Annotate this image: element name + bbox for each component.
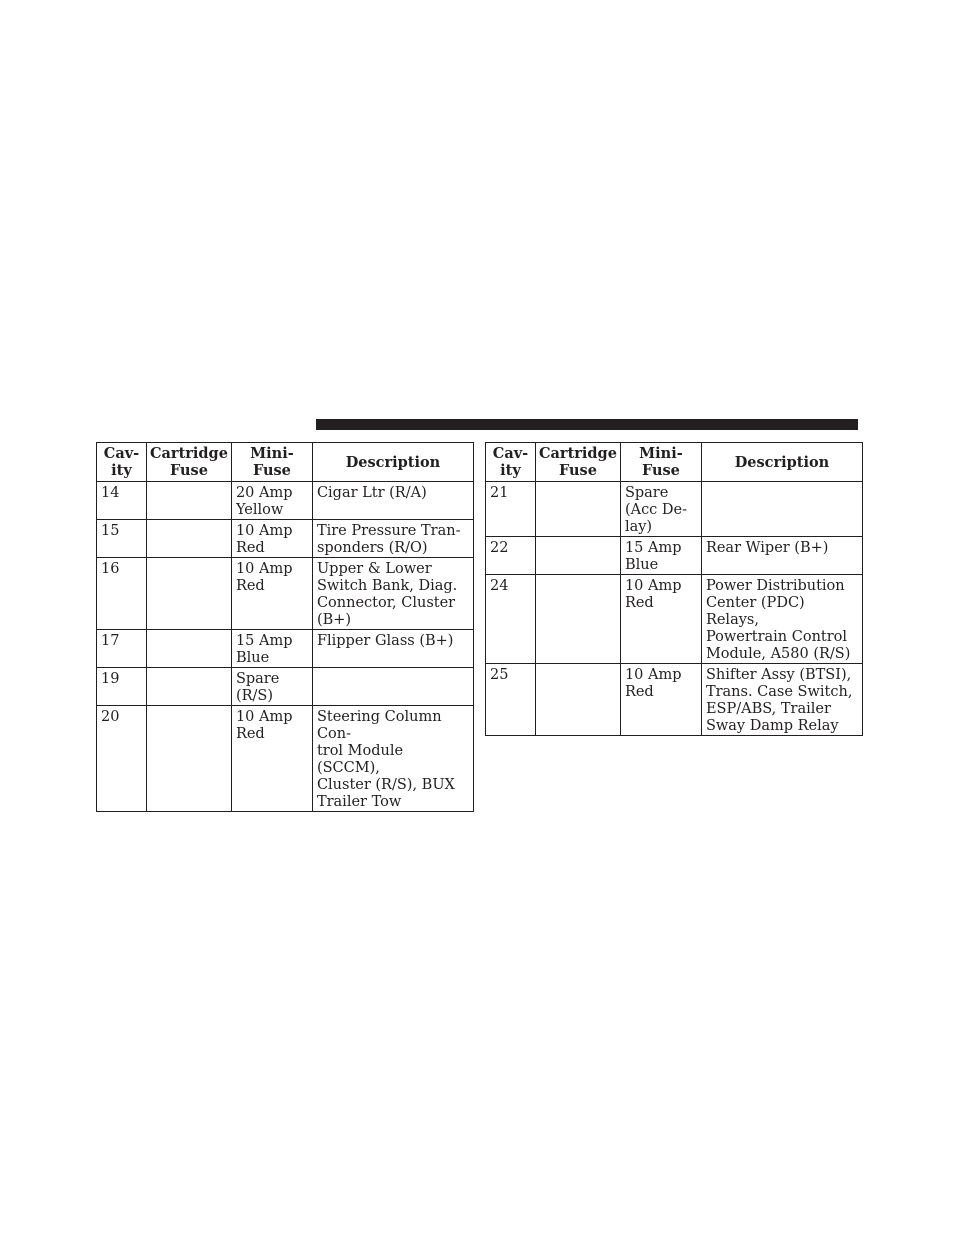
table-row: [486, 537, 863, 575]
cell-cartridge-fuse: [536, 537, 621, 575]
table-row: [486, 664, 863, 736]
cell-description: Tire Pressure Tran- sponders (R/O): [312, 520, 473, 558]
header-description: Description: [312, 443, 473, 482]
cell-cartridge-fuse: [147, 668, 232, 706]
cell-cavity: 22: [486, 537, 536, 575]
table-header-row: [97, 443, 474, 482]
cell-mini-fuse: 10 Amp Red: [620, 575, 701, 664]
cell-description: [312, 668, 473, 706]
cell-cartridge-fuse: [147, 520, 232, 558]
cell-cartridge-fuse: [536, 575, 621, 664]
cell-mini-fuse: Spare (R/S): [231, 668, 312, 706]
cell-description: [701, 482, 862, 537]
header-description: Description: [701, 443, 862, 482]
fuse-table-left: [96, 442, 474, 812]
cell-description: Shifter Assy (BTSI), Trans. Case Switch, ESP/ABS, Trailer Sway Damp Relay: [701, 664, 862, 736]
header-mini-fuse: Mini-Fuse: [620, 443, 701, 482]
cell-description: Cigar Ltr (R/A): [312, 482, 473, 520]
cell-mini-fuse: 10 Amp Red: [231, 520, 312, 558]
fuse-table-right: [485, 442, 863, 736]
table-header-row: [486, 443, 863, 482]
header-rule: [316, 419, 858, 430]
cell-cavity: 17: [97, 630, 147, 668]
table-row: [97, 482, 474, 520]
header-cavity: Cav- ity: [97, 443, 147, 482]
cell-cartridge-fuse: [147, 706, 232, 812]
cell-description: Power Distribution Center (PDC) Relays, Powertrain Control Module, A580 (R/S): [701, 575, 862, 664]
cell-description: Upper & Lower Switch Bank, Diag. Connector, Cluster (B+): [312, 558, 473, 630]
header-mini-fuse: Mini-Fuse: [231, 443, 312, 482]
table-row: [486, 482, 863, 537]
table-row: [97, 520, 474, 558]
cell-mini-fuse: 20 Amp Yellow: [231, 482, 312, 520]
table-row: [97, 630, 474, 668]
cell-cartridge-fuse: [536, 664, 621, 736]
cell-mini-fuse: 10 Amp Red: [620, 664, 701, 736]
cell-description: Steering Column Con- trol Module (SCCM), Cluster (R/S), BUX Trailer Tow: [312, 706, 473, 812]
cell-description: Flipper Glass (B+): [312, 630, 473, 668]
cell-cavity: 25: [486, 664, 536, 736]
header-cartridge-fuse: Cartridge Fuse: [147, 443, 232, 482]
cell-cavity: 19: [97, 668, 147, 706]
cell-mini-fuse: 15 Amp Blue: [620, 537, 701, 575]
cell-mini-fuse: 15 Amp Blue: [231, 630, 312, 668]
cell-cartridge-fuse: [147, 558, 232, 630]
cell-mini-fuse: Spare (Acc De- lay): [620, 482, 701, 537]
table-row: [486, 575, 863, 664]
table-row: [97, 668, 474, 706]
cell-cartridge-fuse: [147, 630, 232, 668]
cell-cartridge-fuse: [147, 482, 232, 520]
cell-cavity: 24: [486, 575, 536, 664]
cell-cartridge-fuse: [536, 482, 621, 537]
cell-mini-fuse: 10 Amp Red: [231, 706, 312, 812]
cell-description: Rear Wiper (B+): [701, 537, 862, 575]
cell-cavity: 20: [97, 706, 147, 812]
table-row: [97, 706, 474, 812]
cell-cavity: 21: [486, 482, 536, 537]
header-cavity: Cav- ity: [486, 443, 536, 482]
cell-cavity: 15: [97, 520, 147, 558]
cell-mini-fuse: 10 Amp Red: [231, 558, 312, 630]
table-row: [97, 558, 474, 630]
cell-cavity: 16: [97, 558, 147, 630]
header-cartridge-fuse: Cartridge Fuse: [536, 443, 621, 482]
cell-cavity: 14: [97, 482, 147, 520]
